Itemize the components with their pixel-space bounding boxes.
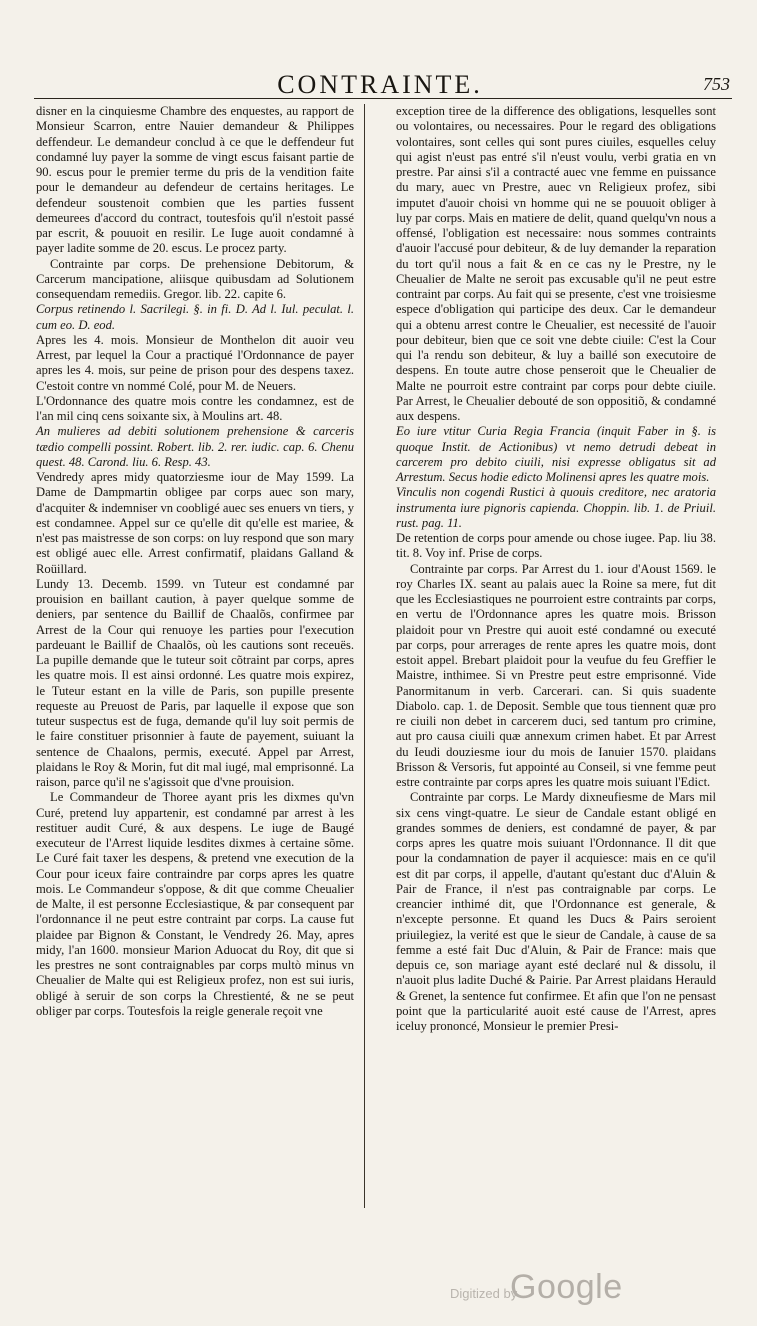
paragraph: exception tiree de la difference des obligations, lesquelles sont ou volontaires, ou necessaires. Pour le regard des obligations volontaires, sont celles qui sont pures ciuiles, esquelles celuy qui agist n'eust pas entré s'il n'eust voulu, verbi gratia en vn prestre. Par ainsi s'il a contracté auec vne femme en puissance du mary, auec vn Prestre, auec vn Religieux profez, sibi imputet d'auoir choisi vn homme qui ne se pouuoit obliger à luy par corps. Mais en matiere de delit, quand quelqu'vn nous a offensé, l'obligation est necessaire: nous sommes contraints d'auoir l'accusé pour debiteur, & de luy demander la reparation du tort qu'il nous a fait & en ce cas ny le Prestre, ny le Cheualier de Malte ne seroit pas excusable qu'il ne peut estre contraint par corps. Au fait qui se presente, c'est vne troisiesme espece d'obligation qui participe des deux. Car le demandeur qui a obtenu arrest contre le Cheualier, est necessité de l'auoir pour debiteur, bien que ce soit vne debte ciuile: C'est la Cour qui l'a rendu son debiteur, & luy a baillé son executoire de despens. En toute autre chose penseroit que le Cheualier de Malte ne pourroit estre contraint par corps pour debte ciuile. Par Arrest, le Cheualier debouté de son oppositiõ, & condamné aux despens. <box>396 104 716 423</box>
paragraph: Vinculis non cogendi Rustici à quouis creditore, nec aratoria instrumenta iure pignoris capienda. Choppin. lib. 1. de Priuil. rust. pag. 11. <box>396 485 716 530</box>
left-column <box>36 104 354 1019</box>
paragraph: Apres les 4. mois. Monsieur de Monthelon dit auoir veu Arrest, par lequel la Cour a practiqué l'Ordonnance de payer apres les 4. mois, sur peine de prison pour des despens taxez. C'estoit contre vn nommé Colé, pour M. de Neuers. <box>36 332 354 393</box>
paragraph: Le Commandeur de Thoree ayant pris les dixmes qu'vn Curé, pretend luy appartenir, est condamné par arrest à les restituer audit Curé, & aux despens. Le iuge de Baugé executeur de l'Arrest liquide lesdites dixmes à certaine sõme. Le Curé fait taxer les despens, & pretend vne execution de la Cour pour iceux faire contraindre par corps apres les quatre mois. Le Commandeur s'oppose, & dit que comme Cheualier de Malte, il est personne Ecclesiastique, & par consequent par l'ordonnance il ne peut estre contraint par corps. La cause fut plaidee par Bignon & Constant, le Vendredy 26. May, apres midy, l'an 1600. monsieur Marion Aduocat du Roy, dit que si les prestres ne sont contraignables par corps multò minus vn Cheualier de Malte qui est Religieux profez, non est sui iuris, obligé à seruir de son corps la Chrestienté, & ne se peut obliger par corps. Toutesfois la reigle generale reçoit vne <box>36 790 354 1018</box>
paragraph: Corpus retinendo l. Sacrilegi. §. in fi. D. Ad l. Iul. peculat. l. cum eo. D. eod. <box>36 302 354 332</box>
running-title: CONTRAINTE. <box>277 70 483 99</box>
paragraph: Lundy 13. Decemb. 1599. vn Tuteur est condamné par prouision en baillant caution, à payer quelque somme de deniers, par sentence du Baillif de Chaalõs, confirmee par Arrest de la Cour qui renuoye les parties pour l'execution pardeuant le Baillif de Chaalõs, où les cautions sont receuës. La pupille demande que le tuteur soit cõtraint par corps, apres les quatre mois. Il est ainsi ordonné. Les quatre mois expirez, le Tuteur estant en la ville de Paris, son pupille presente requeste au Preuost de Paris, par laquelle il expose que son tuteur suspectus est de fuga, demande qu'il luy soit permis de le faire constituer prisonnier à faute de payement, suiuant la sentence de Chaalons, permis, executé. Appel par Arrest, plaidans le Roy & Morin, fut dit mal iugé, mal emprisonné. La raison, parce qu'il ne s'agissoit que d'vne prouision. <box>36 576 354 789</box>
paragraph: Contrainte par corps. Le Mardy dixneufiesme de Mars mil six cens vingt-quatre. Le sieur de Candale estant obligé en grandes sommes de deniers, est condamné de payer, & par corps apres les quatre mois suiuant l'Ordonnance. Il dit que pour la condamnation de payer il acquiesce: mais en ce qu'il est dit par corps, il appelle, d'autant qu'estant duc d'Aluin & Pair de France, il n'est pas contraignable par corps. Le creancier inthimé dit, que l'Ordonnance est generale, & n'excepte personne. Et quand les Ducs & Pairs seroient priuilegiez, la verité est que le sieur de Candale, à cause de sa femme a esté fait Duc d'Aluin, & Pair de France: mais que depuis ce, son mariage ayant esté declaré nul & dissolu, il n'auoit plus ladite Duché & Pairie. Par Arrest plaidans Herauld & Grenet, la sentence fut confirmee. Et afin que l'on ne pensast point que la particularité auoit esté cause de l'Arrest, apres iceluy prononcé, Monsieur le premier Presi- <box>396 790 716 1033</box>
paragraph: Eo iure vtitur Curia Regia Francia (inquit Faber in §. is quoque Instit. de Actionibus) vt nemo detrudi debeat in carcerem pro debito ciuili, nisi expresse obligatus sit ad Arrestum. Secus hodie edicto Molinensi apres les quatre mois. <box>396 424 716 484</box>
paragraph: Vendredy apres midy quatorziesme iour de May 1599. La Dame de Dampmartin obligee par corps auec son mary, d'acquiter & indemniser vn coobligé auec ses enuers vn tiers, y est condamnee. Appel sur ce qu'elle dit qu'elle est mariee, & n'est pas maistresse de son corps: on luy respond que son mary est obligé auec elle. Arrest confirmatif, plaidans Galland & Roüillard. <box>36 470 354 576</box>
paragraph: L'Ordonnance des quatre mois contre les condamnez, est de l'an mil cinq cens soixante six, à Moulins art. 48. <box>36 393 354 423</box>
paragraph: Contrainte par corps. Par Arrest du 1. iour d'Aoust 1569. le roy Charles IX. seant au palais auec la Roine sa mere, fut dit que les Ecclesiastiques ne pourroient estre contraints par corps, en vertu de l'Ordonnance apres les quatre mois. Brisson plaidoit pour vn Prestre qui auoit esté condamné ou executé par corps, pour arrerages de rente apres les quatre mois, dont estoit appel. Brebart plaidoit pour la veufue du feu Greffier le Maistre, inthimee. Si vn Prestre peut estre emprisonné. Vide Panormitanum in verb. Carcerari. can. Si quis suadente Diabolo. cap. 1. de Deposit. Semble que tous tiennent quæ pro re ciuili non debet in carcerem duci, sed tantum pro crimine, aut pro causa ciuili quæ annexum crimen habet. Et par Arrest du Ieudi douziesme iour du mois de Ianuier 1570. plaidans Brisson & Versoris, fut appointé au Conseil, si vne femme peut estre contrainte par corps apres les quatre mois suiuant l'Edict. <box>396 561 716 789</box>
digitized-by-label: Digitized by <box>450 1286 518 1301</box>
paragraph: De retention de corps pour amende ou chose iugee. Pap. liu 38. tit. 8. Voy inf. Prise de corps. <box>396 531 716 561</box>
header-rule <box>34 98 732 99</box>
paragraph: An mulieres ad debiti solutionem prehensione & carceris tædio compelli possint. Robert. lib. 2. rer. iudic. cap. 6. Chenu quest. 48. Carond. liu. 6. Resp. 43. <box>36 424 354 469</box>
column-divider <box>364 104 365 1208</box>
page-number: 753 <box>703 74 730 94</box>
paragraph: Contrainte par corps. De prehensione Debitorum, & Carcerum mancipatione, aliisque quibusdam ad Solutionem consequendam remediis. Gregor. lib. 22. capite 6. <box>36 256 354 301</box>
right-column <box>396 104 716 1034</box>
google-logo: Google <box>510 1268 623 1306</box>
digitized-by-google-watermark <box>450 1268 710 1318</box>
paragraph: disner en la cinquiesme Chambre des enquestes, au rapport de Monsieur Scarron, entre Nauier demandeur & Philippes deffendeur. Le demandeur conclud à ce que le deffendeur fut condamné luy payer la somme de vingt escus faisant partie de 90. escus pour le premier terme du pris de la vendition faite pour le demandeur au defendeur de certains heritages. Le defendeur soustenoit combien que les parties fussent demeurees d'accord du contract, toutesfois qu'il n'estoit passé par escrit, & pouuoit en resilir. Le Iuge auoit condamné à payer ladite somme de 20. escus. Le procez party. <box>36 104 354 256</box>
